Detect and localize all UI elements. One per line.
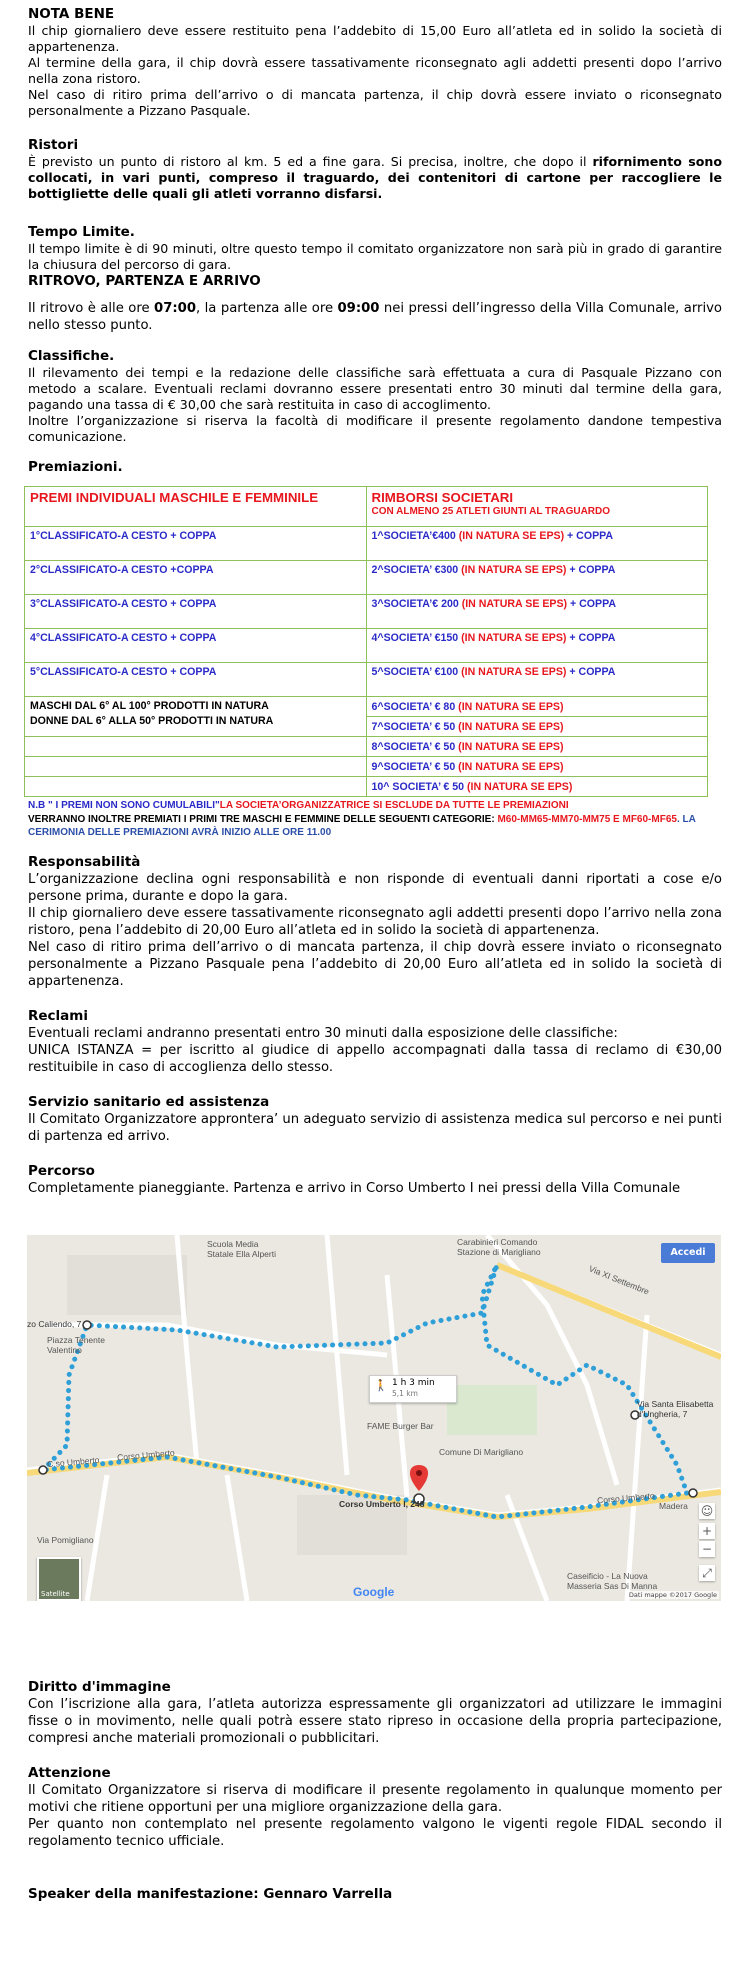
ritrovo-time1: 07:00 (154, 301, 197, 316)
table-row (25, 697, 708, 717)
prize-right-3 (366, 595, 708, 629)
table-row (25, 629, 708, 663)
pegman-icon[interactable]: ☺ (700, 1503, 714, 1518)
speaker: Speaker della manifestazione: Gennaro Varrella (28, 1885, 393, 1902)
products-female: DONNE DAL 6° ALLA 50° PRODOTTI IN NATURA (30, 715, 274, 727)
map-label-pomigliano: Via Pomigliano (37, 1534, 94, 1545)
route-time: 1 h 3 min (392, 1377, 435, 1388)
zoom-out-icon[interactable]: − (699, 1541, 715, 1557)
satellite-label: Satellite (41, 1589, 70, 1598)
ritrovo-title: RITROVO, PARTENZA E ARRIVO (28, 273, 261, 289)
premiazioni-note (28, 799, 722, 840)
ristori-title: Ristori (28, 137, 79, 153)
small-prize-9-b: (IN NATURA SE EPS) (458, 760, 564, 773)
classifiche-text-2: Inoltre l’organizzazione si riserva la facoltà di modificare il presente regolamento dandone tempestiva comunicazione. (28, 413, 722, 444)
map-label-santa-2: d'Ungheria, 7 (637, 1408, 688, 1419)
document-page (28, 6, 722, 1903)
map-canvas (27, 1235, 721, 1601)
prize-left-5: 5°CLASSIFICATO-A CESTO + COPPA (25, 663, 367, 697)
prize-right-2 (366, 561, 708, 595)
note-nb: N.B (28, 800, 46, 811)
table-row (25, 737, 708, 757)
map-label-corso: Corso Umberto I, 248 (339, 1498, 425, 1509)
nota-bene-line-3: Nel caso di ritiro prima dell’arrivo o di mancata partenza, il chip dovrà essere inviato o riconsegnato personalmente a Pizzano Pasquale. (28, 87, 722, 118)
small-prize-8-a: 8^SOCIETA’ € 50 (371, 740, 459, 753)
ritrovo-t3: nei pressi dell’ingresso della Villa Comunale, arrivo nello stesso punto. (28, 301, 722, 333)
prize-right-1-a: 1^SOCIETA’€400 (371, 530, 459, 542)
route-time-box (369, 1375, 457, 1403)
note-red: LA SOCIETA’ORGANIZZATRICE SI ESCLUDE DA TUTTE LE PREMIAZIONI (219, 800, 569, 811)
small-prize-6-a: 6^SOCIETA’ € 80 (371, 700, 459, 713)
prize-right-4-a: 4^SOCIETA’ €150 (371, 632, 462, 644)
note-line2-red: M60-MM65-MM70-MM75 E MF60-MF65 (497, 813, 677, 825)
attenzione-line-1: Il Comitato Organizzatore si riserva di modificare il presente regolamento in qualunque momento per motivi che ritiene opportuni per una migliore organizzazione della gara. (28, 1782, 722, 1815)
ritrovo-t1: Il ritrovo è alle ore (28, 301, 155, 316)
map-label-scuola-2: Statale Ella Alperti (207, 1248, 276, 1259)
left-header: PREMI INDIVIDUALI MASCHILE E FEMMINILE (30, 490, 319, 505)
left-header-cell (25, 487, 367, 527)
small-prize-10-a: 10^ SOCIETA’ € 50 (371, 780, 467, 793)
table-row (25, 527, 708, 561)
sanitario-title: Servizio sanitario ed assistenza (28, 1093, 270, 1110)
prize-right-3-c: + COPPA (567, 598, 617, 610)
responsabilita-line-1: L’organizzazione declina ogni responsabilità e non risponde di eventuali danni riportati a cose e/o persone prima, durante e dopo la gara. (28, 871, 722, 904)
ristori-text (28, 154, 722, 202)
prize-right-4-b: (IN NATURA SE EPS) (461, 632, 567, 644)
products-cell (25, 697, 367, 737)
nota-bene-line-2: Al termine della gara, il chip dovrà essere tassativamente riconsegnato agli addetti presenti dopo l’arrivo nella zona ristoro. (28, 55, 722, 86)
prize-right-4 (366, 629, 708, 663)
tempo-limite-text: Il tempo limite è di 90 minuti, oltre questo tempo il comitato organizzatore non sarà più in grado di garantire la chiusura del percorso di gara. (28, 241, 722, 272)
note-quote: " I PREMI NON SONO CUMULABILI" (45, 800, 220, 811)
premiazioni-title: Premiazioni. (28, 459, 123, 475)
map-label-umberto-mid: Corso Umberto (116, 1447, 175, 1462)
prize-right-2-c: + COPPA (566, 564, 616, 576)
nota-bene-line-1: Il chip giornaliero deve essere restituito pena l’addebito di 15,00 Euro all’atleta ed in solido la società di appartenenza. (28, 23, 722, 54)
route-map[interactable] (27, 1235, 721, 1601)
empty-cell (25, 777, 367, 797)
prize-left-2: 2°CLASSIFICATO-A CESTO +COPPA (25, 561, 367, 595)
note-line2-b: . LA CERIMONIA DELLE PREMIAZIONI AVRÀ INIZIO ALLE ORE 11.00 (28, 813, 696, 838)
ritrovo-text (28, 300, 722, 334)
prize-right-4-c: + COPPA (566, 632, 616, 644)
map-label-carabinieri-2: Stazione di Marigliano (457, 1246, 541, 1257)
prize-right-2-b: (IN NATURA SE EPS) (461, 564, 567, 576)
table-row (25, 777, 708, 797)
prize-left-3: 3°CLASSIFICATO-A CESTO + COPPA (25, 595, 367, 629)
prize-right-5-b: (IN NATURA SE EPS) (461, 666, 567, 678)
classifiche-text: Il rilevamento dei tempi e la redazione delle classifiche sarà effettuata a cura di Pasquale Pizzano con metodo a scalare. Eventuali reclami dovranno essere presentati entro 30 minuti dal termine della gara, pagando una tassa di € 30,00 che sarà restituita in caso di accoglimento. (28, 365, 722, 412)
zoom-in-icon[interactable]: + (699, 1523, 715, 1539)
map-label-piazza-2: Valentino (47, 1344, 82, 1355)
right-subheader: CON ALMENO 25 ATLETI GIUNTI AL TRAGUARDO (371, 506, 611, 517)
map-label-caseificio-2: Masseria Sas Di Manna (567, 1580, 658, 1591)
reclami-line-1: Eventuali reclami andranno presentati entro 30 minuti dalla esposizione delle classifiche: (28, 1025, 618, 1041)
prize-right-5-c: + COPPA (566, 666, 616, 678)
right-header: RIMBORSI SOCIETARI (371, 490, 514, 505)
map-label-fame: FAME Burger Bar (367, 1420, 434, 1431)
products-male: MASCHI DAL 6° AL 100° PRODOTTI IN NATURA (30, 700, 269, 712)
ritrovo-time2: 09:00 (337, 301, 380, 316)
map-label-umberto-right: Corso Umberto (596, 1490, 655, 1505)
sign-in-button[interactable]: Accedi (661, 1243, 715, 1263)
attenzione-line-2: Per quanto non contemplato nel presente regolamento valgono le vigenti regole FIDAL secondo il regolamento tecnico ufficiale. (28, 1816, 722, 1849)
small-prize-8-b: (IN NATURA SE EPS) (458, 740, 564, 753)
percorso-title: Percorso (28, 1162, 95, 1179)
table-row (25, 561, 708, 595)
reclami-title: Reclami (28, 1007, 88, 1024)
table-row (25, 663, 708, 697)
google-logo-text: Google (353, 1584, 395, 1599)
empty-cell (25, 757, 367, 777)
map-label-umberto-left: C.so Umberto (46, 1454, 100, 1469)
small-prize-6-b: (IN NATURA SE EPS) (458, 700, 564, 713)
map-label-comune: Comune Di Marigliano (439, 1446, 524, 1457)
small-prize-7-a: 7^SOCIETA’ € 50 (371, 720, 459, 733)
prize-right-1-b: (IN NATURA SE EPS) (458, 530, 565, 542)
classifiche-title: Classifiche. (28, 348, 115, 364)
sanitario-text: Il Comitato Organizzatore approntera’ un adeguato servizio di assistenza medica sul percorso e nei punti di partenza ed arrivo. (28, 1111, 722, 1144)
nota-bene-title: NOTA BENE (28, 6, 115, 22)
small-prize-6 (366, 697, 708, 717)
map-label-caliendo: zo Caliendo, 7 (27, 1318, 82, 1329)
diritto-title: Diritto d'immagine (28, 1678, 171, 1695)
ristori-text-a: È previsto un punto di ristoro al km. 5 ed a fine gara. Si precisa, inoltre, che dopo il (28, 154, 593, 169)
responsabilita-line-3: Nel caso di ritiro prima dell’arrivo o di mancata partenza, il chip dovrà essere inviato o riconsegnato personalmente a Pizzano Pasquale pena l’addebito di 20,00 Euro all’atleta ed in solido la società di appartenenza. (28, 939, 722, 989)
prize-right-2-a: 2^SOCIETA’ €300 (371, 564, 462, 576)
table-row (25, 757, 708, 777)
route-distance: 5,1 km (392, 1388, 418, 1398)
map-label-piazza: Piazza Tenente (47, 1334, 105, 1345)
small-prize-10-b: (IN NATURA SE EPS) (467, 780, 573, 793)
map-label-madera: Madera (659, 1500, 688, 1511)
small-prize-7 (366, 717, 708, 737)
responsabilita-line-2: Il chip giornaliero deve essere tassativamente riconsegnato agli addetti presenti dopo l’arrivo nella zona ristoro, pena l’addebito di 20,00 Euro all’atleta ed in solido la società di appartenenza. (28, 905, 722, 938)
fullscreen-icon[interactable]: ⤢ (699, 1565, 715, 1581)
diritto-text: Con l’iscrizione alla gara, l’atleta autorizza espressamente gli organizzatori ad utilizzare le immagini fisse o in movimento, nelle quali potrà essere stato ripreso in occasione della propria partecipazione, compresi anche materiali promozionali o pubblicitari. (28, 1696, 722, 1746)
satellite-toggle[interactable] (37, 1557, 81, 1601)
map-label-carabinieri: Carabinieri Comando (457, 1236, 538, 1247)
google-logo (353, 1585, 394, 1599)
prize-right-1-c: + COPPA (564, 530, 614, 542)
small-prize-7-b: (IN NATURA SE EPS) (458, 720, 564, 733)
prize-left-1: 1°CLASSIFICATO-A CESTO + COPPA (25, 527, 367, 561)
prize-right-5-a: 5^SOCIETA’ €100 (371, 666, 462, 678)
small-prize-9 (366, 757, 708, 777)
tempo-limite-title: Tempo Limite. (28, 224, 135, 240)
prize-right-5 (366, 663, 708, 697)
small-prize-8 (366, 737, 708, 757)
map-label-xi-settembre: Via XI Settembre (587, 1262, 651, 1297)
map-terms[interactable]: Dati mappe ©2017 Google (628, 1590, 717, 1599)
responsabilita-title: Responsabilità (28, 853, 141, 870)
attenzione-title: Attenzione (28, 1764, 111, 1781)
prize-right-3-a: 3^SOCIETA’€ 200 (371, 598, 462, 610)
prize-right-1 (366, 527, 708, 561)
map-label-santa: Via Santa Elisabetta (637, 1398, 714, 1409)
awards-table (24, 486, 708, 797)
small-prize-9-a: 9^SOCIETA’ € 50 (371, 760, 459, 773)
percorso-text: Completamente pianeggiante. Partenza e arrivo in Corso Umberto I nei pressi della Villa Comunale (28, 1180, 681, 1196)
ritrovo-t2: , la partenza alle ore (196, 301, 338, 316)
prize-right-3-b: (IN NATURA SE EPS) (461, 598, 568, 610)
map-label-caseificio: Caseificio - La Nuova (567, 1570, 648, 1581)
right-header-cell (366, 487, 708, 527)
note-line2-a: VERRANNO INOLTRE PREMIATI I PRIMI TRE MASCHI E FEMMINE DELLE SEGUENTI CATEGORIE: (28, 813, 498, 825)
small-prize-10 (366, 777, 708, 797)
prize-left-4: 4°CLASSIFICATO-A CESTO + COPPA (25, 629, 367, 663)
walk-icon: 🚶 (374, 1378, 388, 1392)
reclami-line-2: UNICA ISTANZA = per iscritto al giudice di appello accompagnati dalla tassa di reclamo di €30,00 restituibile in caso di accoglienza dello stesso. (28, 1042, 722, 1075)
empty-cell (25, 737, 367, 757)
table-row (25, 595, 708, 629)
ristori-text-b: rifornimento sono collocati, in vari punti, compreso il traguardo, dei contenitori di cartone per raccogliere le bottigliette delle quali gli atleti vorranno disfarsi. (28, 154, 722, 201)
map-label-scuola: Scuola Media (207, 1238, 259, 1249)
